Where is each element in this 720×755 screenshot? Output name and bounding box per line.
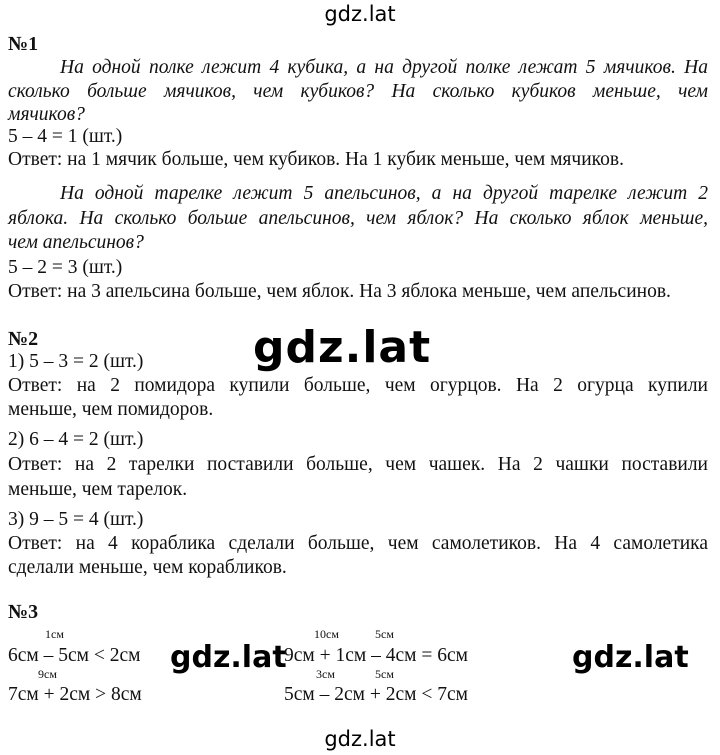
task1-problem2-line2: яблока. На сколько больше апельсинов, чем яблок? На сколько яблок меньше,: [8, 208, 708, 229]
task1-problem1-line2: сколько больше мячиков, чем кубиков? На сколько кубиков меньше, чем: [8, 81, 708, 102]
task1-problem1-line1: На одной полке лежит 4 кубика, а на другой полке лежат 5 мячиков. На: [60, 57, 708, 78]
watermark-top: gdz.lat: [324, 2, 396, 26]
task1-problem2-line3: чем апельсинов?: [8, 232, 144, 253]
task1-answer2: Ответ: на 3 апельсина больше, чем яблок. На 3 яблока меньше, чем апельсинов.: [8, 281, 671, 302]
watermark-row-left: gdz.lat: [170, 640, 287, 675]
task2-answer3-line1: Ответ: на 4 кораблика сделали больше, чем самолетиков. На 4 самолетика: [8, 533, 708, 554]
task2-solution3: 3) 9 – 5 = 4 (шт.): [8, 509, 144, 530]
task3-heading: №3: [8, 601, 39, 623]
task2-solution2: 2) 6 – 4 = 2 (шт.): [8, 429, 144, 450]
watermark-middle: gdz.lat: [253, 322, 432, 373]
task3-expr4-sup1: 3см: [316, 667, 335, 681]
task1-problem2-line1: На одной тарелке лежит 5 апельсинов, а на другой тарелке лежит 2: [60, 183, 708, 204]
task3-expr2: 7см + 2см > 8см: [8, 684, 142, 705]
task3-expr3-sup2: 5см: [375, 627, 394, 641]
task2-answer1-line2: меньше, чем помидоров.: [8, 399, 214, 420]
task3-expr2-sup: 9см: [38, 667, 57, 681]
task2-answer1-line1: Ответ: на 2 помидора купили больше, чем огурцов. На 2 огурца купили: [8, 375, 708, 396]
task1-solution2: 5 – 2 = 3 (шт.): [8, 257, 123, 278]
task3-expr1-sup: 1см: [45, 627, 64, 641]
task3-expr3-sup1: 10см: [314, 627, 339, 641]
task2-heading: №2: [8, 328, 39, 350]
task2-answer2-line1: Ответ: на 2 тарелки поставили больше, чем чашек. На 2 чашки поставили: [8, 454, 708, 475]
task3-expr4-sup2: 5см: [375, 667, 394, 681]
task2-solution1: 1) 5 – 3 = 2 (шт.): [8, 351, 144, 372]
task2-answer3-line2: сделали меньше, чем корабликов.: [8, 557, 287, 578]
task1-answer1: Ответ: на 1 мячик больше, чем кубиков. На 1 кубик меньше, чем мячиков.: [8, 149, 624, 170]
task3-expr3: 9см + 1см – 4см = 6см: [284, 645, 468, 666]
task3-expr4: 5см – 2см + 2см < 7см: [284, 684, 468, 705]
watermark-row-right: gdz.lat: [572, 640, 689, 675]
task1-problem1-line3: мячиков?: [8, 104, 85, 125]
watermark-bottom: gdz.lat: [324, 727, 396, 751]
task1-solution1: 5 – 4 = 1 (шт.): [8, 126, 123, 147]
task3-expr1: 6см – 5см < 2см: [8, 645, 141, 666]
task2-answer2-line2: меньше, чем тарелок.: [8, 479, 188, 500]
task1-heading: №1: [8, 33, 39, 55]
